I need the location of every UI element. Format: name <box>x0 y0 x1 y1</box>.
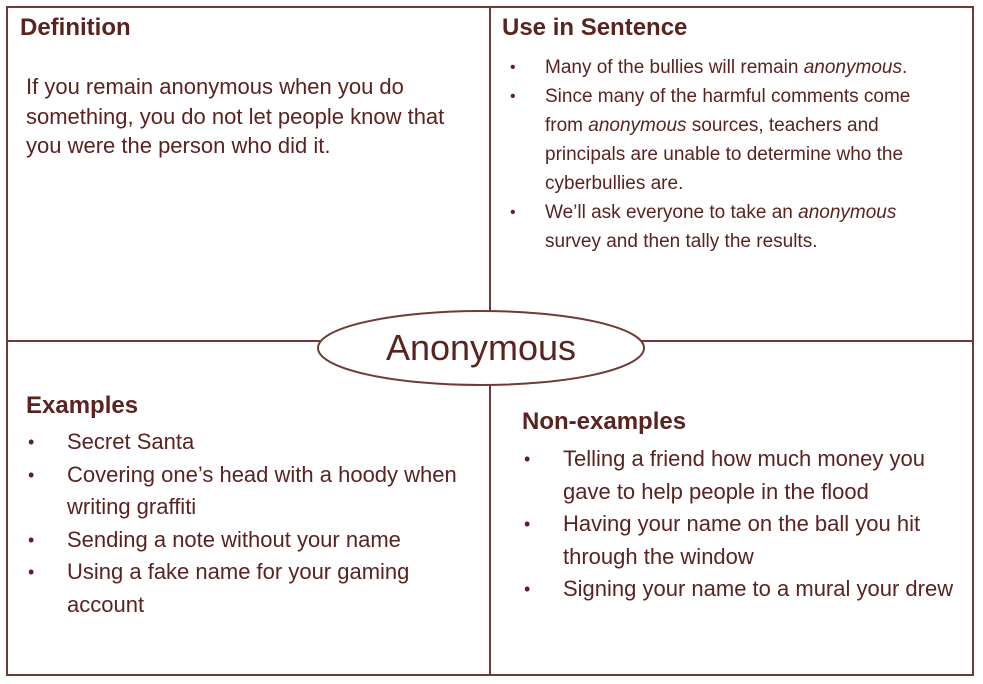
list-item: • Covering one’s head with a hoody when writing graffiti <box>28 459 468 524</box>
bullet-icon: • <box>28 529 35 550</box>
list-item: • Signing your name to a mural your drew <box>524 573 964 606</box>
bullet-icon: • <box>28 562 35 582</box>
list-item: • Secret Santa <box>28 426 468 459</box>
list-item: • Using a fake name for your gaming account <box>28 556 468 621</box>
bullet-icon: • <box>28 432 35 452</box>
use-in-sentence-list <box>510 53 940 256</box>
center-word: Anonymous <box>385 327 577 368</box>
list-item: • Telling a friend how much money you gave to help people in the flood <box>524 443 964 508</box>
list-item: • Since many of the harmful comments come from anonymous sources, teachers and principals are unable to determine who the cyberbullies are. <box>510 82 940 198</box>
list-item: • Many of the bullies will remain anonymous. <box>510 53 940 82</box>
bullet-icon: • <box>510 88 516 105</box>
list-item: • We’ll ask everyone to take an anonymous survey and then tally the results. <box>510 198 940 256</box>
non-examples-heading: Non-examples <box>522 408 687 435</box>
list-item: • Sending a note without your name <box>28 524 468 557</box>
list-item: • Having your name on the ball you hit through the window <box>524 508 964 573</box>
bullet-icon: • <box>28 464 35 485</box>
definition-heading: Definition <box>20 14 131 41</box>
definition-text: If you remain anonymous when you do something, you do not let people know that you were the person who did it. <box>26 74 445 158</box>
examples-heading: Examples <box>26 392 139 419</box>
bullet-icon: • <box>510 204 516 221</box>
bullet-icon: • <box>524 449 531 469</box>
use-in-sentence-heading: Use in Sentence <box>502 14 688 41</box>
bullet-icon: • <box>524 579 531 599</box>
bullet-icon: • <box>510 59 516 76</box>
examples-list <box>28 426 468 621</box>
bullet-icon: • <box>524 514 531 534</box>
non-examples-list <box>524 443 964 606</box>
